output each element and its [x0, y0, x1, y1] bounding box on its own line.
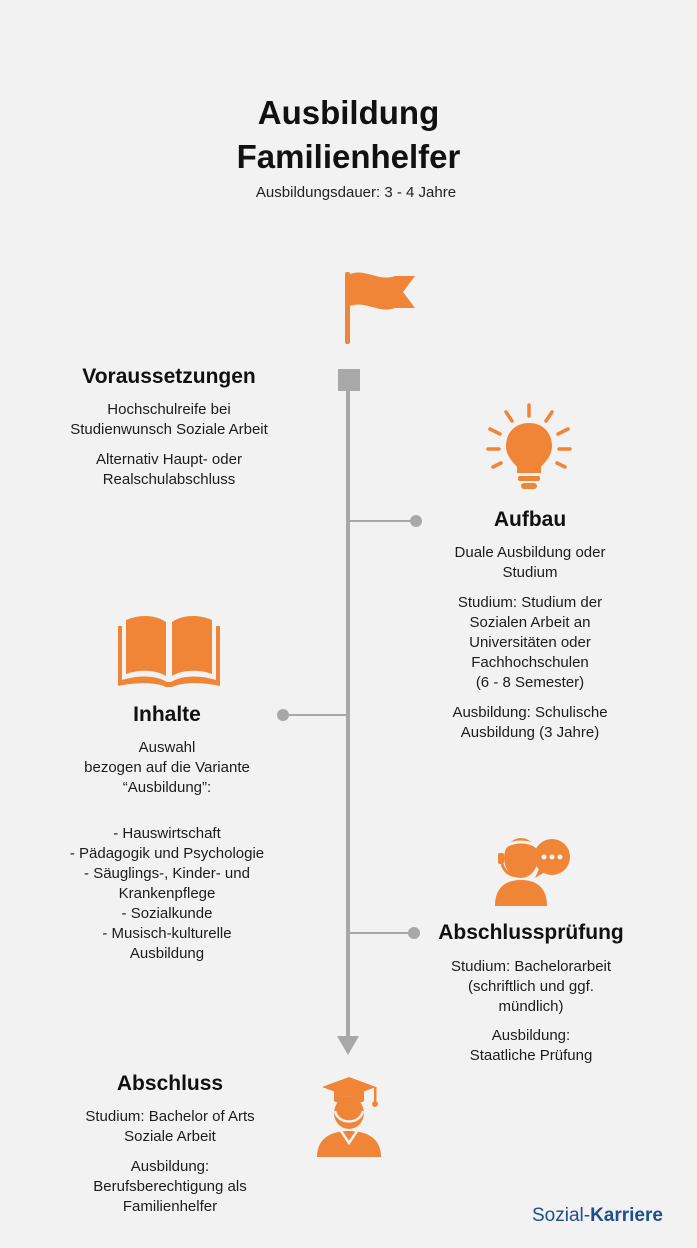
voraussetzungen-text-2: Alternativ Haupt- oder Realschulabschluss [96, 451, 242, 488]
inhalte-heading: Inhalte [133, 703, 201, 726]
voraussetzungen-text-1: Hochschulreife bei Studienwunsch Soziale Arbeit [70, 401, 268, 438]
inhalte-text-1: Auswahl bezogen auf die Variante “Ausbildung”: [84, 739, 250, 796]
brand-logo-part-1: Sozial- [532, 1205, 591, 1226]
brand-logo-part-2: Karriere [590, 1205, 663, 1226]
book-icon [116, 612, 222, 688]
page-title-line-1: Ausbildung [257, 94, 440, 131]
aufbau-text-1: Duale Ausbildung oder Studium [454, 544, 606, 581]
aufbau-heading: Aufbau [493, 508, 567, 531]
abschluss-text-1: Studium: Bachelor of Arts Soziale Arbeit [85, 1108, 255, 1145]
timeline-start-square [338, 369, 360, 391]
voraussetzungen-heading: Voraussetzungen [82, 365, 256, 388]
inhalte-text-2: - Hauswirtschaft - Pädagogik und Psychologie - Säuglings-, Kinder- und Krankenpflege - Sozialkunde - Musisch-kulturelle Ausbildung [69, 825, 265, 962]
flag-icon [343, 270, 418, 346]
lightbulb-icon [486, 403, 572, 493]
aufbau-text-2: Studium: Studium der Sozialen Arbeit an Universitäten oder Fachhochschulen (6 - 8 Semester) [457, 594, 603, 691]
duration-subtitle: Ausbildungsdauer: 3 - 4 Jahre [255, 184, 457, 201]
abschlusspruefung-heading: Abschlussprüfung [438, 921, 624, 944]
abschluss-text-2: Ausbildung: Berufsberechtigung als Familienhelfer [93, 1158, 247, 1215]
abschluss-heading: Abschluss [116, 1072, 224, 1095]
graduate-icon [314, 1075, 384, 1159]
person-chat-icon [493, 826, 575, 908]
timeline-arrow [337, 1036, 359, 1056]
abschlusspruefung-text-1: Studium: Bachelorarbeit (schriftlich und ggf. mündlich) [450, 958, 612, 1015]
abschlusspruefung-text-2: Ausbildung: Staatliche Prüfung [469, 1027, 593, 1064]
aufbau-text-3: Ausbildung: Schulische Ausbildung (3 Jahre) [452, 704, 608, 741]
brand-logo [532, 1205, 663, 1227]
page-title-line-2: Familienhelfer [236, 138, 461, 175]
